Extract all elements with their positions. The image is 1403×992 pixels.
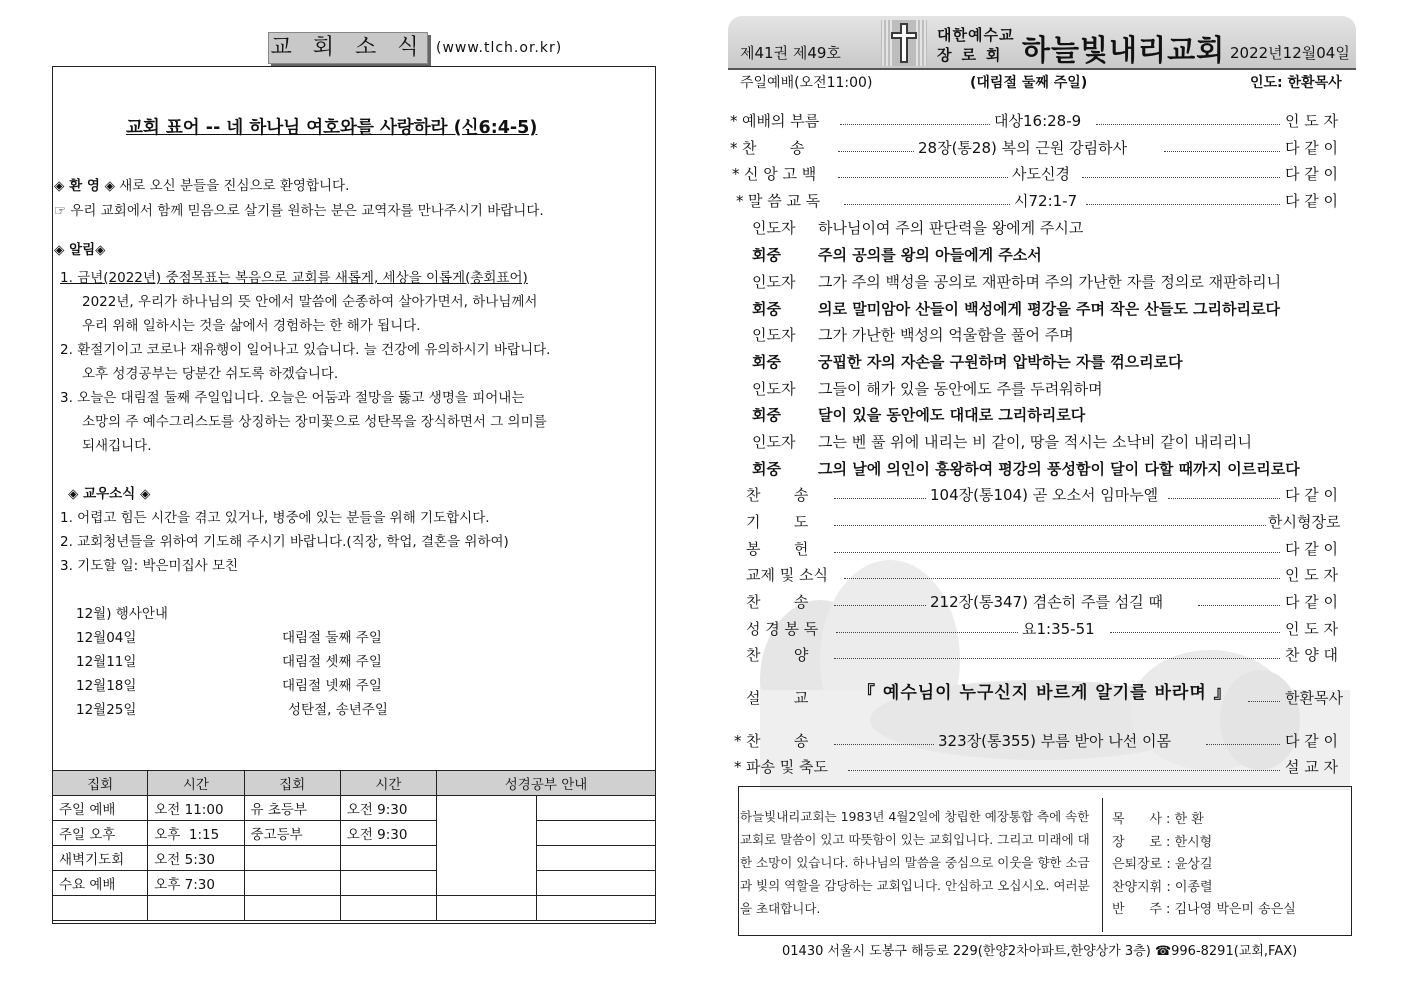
member-news-item: 1. 어렵고 힘든 시간을 겪고 있거나, 병중에 있는 분들을 위해 기도합시다.	[60, 510, 490, 526]
worship-order-person: 설 교 자	[1285, 758, 1339, 776]
table-row	[53, 871, 656, 896]
member-news-heading: ◈ 교우소식 ◈	[68, 486, 151, 502]
table-cell: 주일 오후	[53, 821, 148, 846]
table-cell: 오전 9:30	[340, 821, 436, 846]
info-divider	[1102, 798, 1103, 932]
church-address: 01430 서울시 도봉구 해등로 229(한양2차아파트,한양상가 3층) ☎996-8291(교회,FAX)	[782, 944, 1298, 959]
worship-order-person: 인 도 자	[1285, 112, 1339, 130]
service-leader: 인도: 한환목사	[1250, 75, 1342, 91]
reading-line: 의로 말미암아 산들이 백성에게 평강을 주며 작은 산들도 그리하리로다	[818, 300, 1280, 318]
church-name: 하늘빛내리교회	[1022, 33, 1226, 67]
reading-speaker: 회중	[752, 460, 781, 478]
notice-item: 우리 위해 일하시는 것을 삶에서 경험하는 한 해가 됩니다.	[82, 318, 421, 334]
worship-order-label: 신 앙 고 백	[744, 165, 817, 183]
event-date: 12월25일	[76, 702, 137, 718]
service-time: 주일예배(오전11:00)	[740, 75, 873, 91]
header-meeting: 집회	[53, 771, 148, 796]
header-bible-study: 성경공부 안내	[437, 771, 656, 796]
reading-speaker: 인도자	[752, 326, 796, 344]
reading-line: 달이 있을 동안에도 대대로 그리하리로다	[818, 406, 1086, 424]
table-row	[53, 796, 656, 821]
reading-speaker: 회중	[752, 300, 781, 318]
reading-line: 그가 가난한 백성의 억울함을 풀어 주며	[818, 326, 1074, 344]
reading-speaker: 회중	[752, 246, 781, 264]
worship-order-content: 요1:35-51	[1022, 620, 1095, 638]
reading-line: 그는 벤 풀 위에 내리는 비 같이, 땅을 적시는 소낙비 같이 내리리니	[818, 433, 1252, 451]
worship-order-label: 기 도	[746, 513, 809, 531]
bible-study-cell	[537, 846, 656, 871]
worship-order-label: 교제 및 소식	[746, 566, 828, 584]
worship-order-content: 사도신경	[1012, 165, 1070, 183]
news-title: 교 회 소 식	[268, 32, 428, 64]
worship-order-person: 찬 양 대	[1285, 646, 1339, 664]
leader-dots	[840, 124, 990, 125]
table-cell	[244, 846, 340, 871]
denomination-line-2: 장로회	[937, 46, 1011, 64]
reading-line: 그가 주의 백성을 공의로 재판하며 주의 가난한 자를 정의로 재판하리니	[818, 273, 1282, 291]
church-motto: 교회 표어 -- 네 하나님 여호와를 사랑하라 (신6:4-5)	[126, 118, 538, 138]
event-name: 성탄절, 송년주일	[288, 702, 388, 718]
worship-order-person: 다 같 이	[1285, 540, 1339, 558]
worship-order-content: 323장(통355) 부름 받아 나선 이몸	[938, 732, 1171, 750]
notice-heading: ◈ 알림◈	[54, 242, 106, 258]
header-time: 시간	[148, 771, 244, 796]
worship-order-person: 한시형장로	[1268, 513, 1341, 531]
volume-number: 제41권 제49호	[740, 44, 841, 62]
table-cell: 오전 9:30	[340, 796, 436, 821]
leader-dots	[834, 744, 934, 745]
reading-speaker: 인도자	[752, 380, 796, 398]
worship-order-content: 시72:1-7	[1014, 192, 1078, 210]
reading-speaker: 회중	[752, 406, 781, 424]
church-logo-icon	[881, 20, 927, 66]
table-cell: 오후 7:30	[148, 871, 244, 896]
worship-order-content: 104장(통104) 곧 오소서 임마누엘	[930, 486, 1159, 504]
table-row	[53, 846, 656, 871]
notice-item: 소망의 주 예수그리스도를 상징하는 장미꽃으로 성탄목을 장식하면서 그 의미를	[82, 414, 547, 430]
notice-item: 오후 성경공부는 당분간 쉬도록 하겠습니다.	[82, 366, 339, 382]
table-header-row	[53, 771, 656, 796]
worship-order-person: 다 같 이	[1285, 732, 1339, 750]
reading-line: 궁핍한 자의 자손을 구원하며 압박하는 자를 꺾으리로다	[818, 353, 1183, 371]
worship-order-mark: *	[734, 732, 742, 750]
table-cell: 오전 5:30	[148, 846, 244, 871]
event-date: 12월18일	[76, 678, 137, 694]
worship-order-label: 설 교	[746, 689, 809, 707]
notice-item: 2022년, 우리가 하나님의 뜻 안에서 말씀에 순종하여 살아가면서, 하나님께서	[82, 294, 538, 310]
bible-study-cell	[437, 796, 537, 896]
leader-dots	[1206, 744, 1280, 745]
worship-order-mark: *	[732, 165, 740, 183]
leader-dots	[838, 151, 914, 152]
event-name: 대림절 셋째 주일	[282, 654, 382, 670]
worship-order-person: 다 같 이	[1285, 139, 1339, 157]
leader-dots	[1082, 177, 1280, 178]
bible-study-cell	[537, 796, 656, 821]
member-news-item: 2. 교회청년들을 위하여 기도해 주시기 바랍니다.(직장, 학업, 결혼을 위하여)	[60, 534, 509, 550]
staff-line: 장 로 : 한시형	[1112, 835, 1213, 850]
event-name: 대림절 넷째 주일	[282, 678, 382, 694]
notice-item: 2. 환절기이고 코로나 재유행이 일어나고 있습니다. 늘 건강에 유의하시기 바랍니다.	[60, 342, 551, 358]
worship-order-mark: *	[730, 139, 738, 157]
leader-dots	[834, 605, 926, 606]
table-cell: 오후 1:15	[148, 821, 244, 846]
worship-order-content: 212장(통347) 겸손히 주를 섬길 때	[930, 593, 1163, 611]
reading-line: 그들이 해가 있을 동안에도 주를 두려워하며	[818, 380, 1103, 398]
leader-dots	[844, 204, 1010, 205]
table-cell	[340, 896, 436, 921]
leader-dots	[1096, 124, 1280, 125]
notice-item: 1. 금년(2022년) 중점목표는 복음으로 교회를 새롭게, 세상을 이롭게(총회표어)	[60, 270, 528, 286]
reading-line: 그의 날에 의인이 흥왕하여 평강의 풍성함이 달이 다할 때까지 이르리로다	[818, 460, 1300, 478]
events-heading: 12월) 행사안내	[76, 606, 168, 622]
worship-order-label: 봉 헌	[746, 540, 809, 558]
staff-line: 은퇴장로 : 윤상길	[1112, 857, 1213, 872]
leader-dots	[1086, 204, 1280, 205]
welcome-text: 새로 오신 분들을 진심으로 환영합니다.	[114, 178, 350, 194]
worship-order-label: 찬 송	[746, 486, 809, 504]
welcome-line	[54, 178, 349, 194]
worship-order-person: 인 도 자	[1285, 620, 1339, 638]
welcome-heading: ◈ 환 영 ◈	[54, 178, 115, 194]
worship-order-person: 인 도 자	[1285, 566, 1339, 584]
leader-dots	[844, 578, 1280, 579]
reading-line: 하나님이여 주의 판단력을 왕에게 주시고	[818, 219, 1084, 237]
worship-order-label: 찬 양	[746, 646, 809, 664]
table-cell	[537, 896, 656, 921]
worship-order-person: 다 같 이	[1285, 593, 1339, 611]
worship-order-label: 찬 송	[746, 593, 809, 611]
worship-order-label: 성 경 봉 독	[746, 620, 819, 638]
bible-study-cell	[537, 871, 656, 896]
denomination-line-1: 대한예수교	[937, 26, 1015, 44]
reading-speaker: 인도자	[752, 433, 796, 451]
reading-speaker: 인도자	[752, 219, 796, 237]
reading-line: 주의 공의를 왕의 아들에게 주소서	[818, 246, 1042, 264]
header-meeting: 집회	[244, 771, 340, 796]
table-cell: 새벽기도회	[53, 846, 148, 871]
meeting-schedule-table	[52, 770, 656, 921]
table-cell: 주일 예배	[53, 796, 148, 821]
notice-item: 되새깁니다.	[82, 438, 152, 454]
event-date: 12월04일	[76, 630, 137, 646]
worship-order-person: 다 같 이	[1285, 192, 1339, 210]
church-about: 하늘빛내리교회는 1983년 4월2일에 창립한 예장통합 측에 속한 교회로 말씀이 있고 따뜻함이 있는 교회입니다. 그리고 미래에 대한 소망이 있습니다. 하나님의 말씀을 중심으로 이웃을 향한 소금과 빛의 역할을 감당하는 교회입니다. 안심하고 오십시오. 여러분을 초대합니다.	[740, 809, 1090, 916]
table-row	[53, 821, 656, 846]
table-cell	[340, 871, 436, 896]
worship-order-mark: *	[730, 112, 738, 130]
table-cell: 유 초등부	[244, 796, 340, 821]
worship-order-person: 한환목사	[1285, 689, 1343, 707]
table-cell	[244, 896, 340, 921]
worship-order-content: 28장(통28) 복의 근원 강림하사	[918, 139, 1128, 157]
table-row	[53, 896, 656, 921]
table-cell	[340, 846, 436, 871]
worship-order-label: 말 씀 교 독	[748, 192, 821, 210]
leader-dots	[834, 498, 926, 499]
leader-dots	[1168, 498, 1280, 499]
worship-order-label: 찬 송	[742, 139, 805, 157]
reading-speaker: 인도자	[752, 273, 796, 291]
leader-dots	[834, 658, 1280, 659]
worship-order-mark: *	[734, 758, 742, 776]
leader-dots	[1248, 701, 1280, 702]
notice-item: 3. 오늘은 대림절 둘째 주일입니다. 오늘은 어둠과 절망을 뚫고 생명을 피어내는	[60, 390, 525, 406]
leader-dots	[1164, 151, 1280, 152]
event-name: 대림절 둘째 주일	[282, 630, 382, 646]
leader-dots	[1198, 605, 1280, 606]
sunday-name: (대림절 둘째 주일)	[970, 75, 1088, 91]
leader-dots	[836, 632, 1018, 633]
worship-order-person: 다 같 이	[1285, 165, 1339, 183]
staff-line: 찬양지휘 : 이종렬	[1112, 880, 1213, 895]
leader-dots	[848, 770, 1280, 771]
table-cell	[437, 896, 537, 921]
worship-order-label: 예배의 부름	[742, 112, 820, 130]
staff-line: 목 사 : 한 환	[1112, 812, 1204, 827]
bulletin-date: 2022년12월04일	[1230, 44, 1350, 62]
table-cell: 오전 11:00	[148, 796, 244, 821]
sermon-title: 『 예수님이 누구신지 바르게 알기를 바라며 』	[858, 683, 1232, 703]
table-cell	[53, 896, 148, 921]
reading-speaker: 회중	[752, 353, 781, 371]
leader-dots	[834, 552, 1280, 553]
member-news-item: 3. 기도할 일: 박은미집사 모친	[60, 558, 239, 574]
leader-dots	[834, 525, 1266, 526]
church-url: (www.tlch.or.kr)	[436, 40, 563, 56]
worship-order-person: 다 같 이	[1285, 486, 1339, 504]
table-cell: 수요 예배	[53, 871, 148, 896]
worship-order-label: 파송 및 축도	[746, 758, 828, 776]
header-time: 시간	[340, 771, 436, 796]
staff-line: 반 주 : 김나영 박은미 송은실	[1112, 902, 1296, 917]
worship-order-content: 대상16:28-9	[994, 112, 1082, 130]
table-cell	[148, 896, 244, 921]
worship-order-mark: *	[736, 192, 744, 210]
leader-dots	[1110, 632, 1280, 633]
welcome-note: ☞ 우리 교회에서 함께 믿음으로 살기를 원하는 분은 교역자를 만나주시기 바랍니다.	[54, 203, 544, 219]
table-cell: 중고등부	[244, 821, 340, 846]
event-date: 12월11일	[76, 654, 137, 670]
bible-study-cell	[537, 821, 656, 846]
leader-dots	[838, 177, 1008, 178]
worship-order-label: 찬 송	[746, 732, 809, 750]
table-cell	[244, 871, 340, 896]
